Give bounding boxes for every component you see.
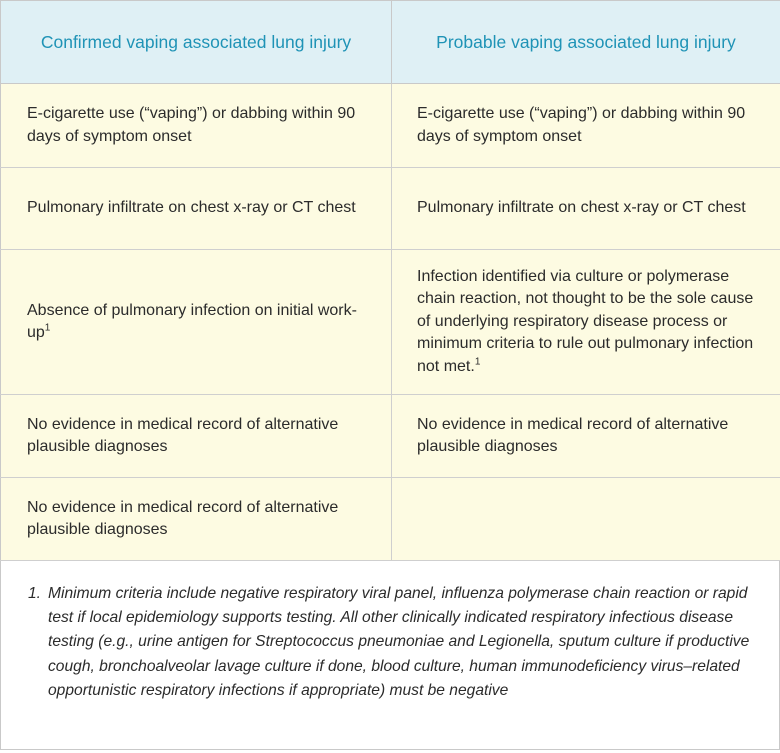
footnote-number: 1. (28, 585, 42, 602)
probable-cell (392, 250, 780, 395)
confirmed-cell (1, 478, 392, 561)
cell-text: No evidence in medical record of alternative plausible diagnoses (27, 498, 339, 538)
probable-cell-empty (392, 478, 780, 561)
probable-cell (392, 84, 780, 168)
cell-text: Pulmonary infiltrate on chest x-ray or CT chest (27, 199, 356, 217)
footnote-box (0, 561, 780, 750)
footnote-text: Minimum criteria include negative respiratory viral panel, influenza polymerase chain reaction or rapid test if local epidemiology supports testing. All other clinically indicated respiratory infectious disease testing (e.g., urine antigen for Streptococcus pneumoniae and Legionella, sputum culture if productive cough, bronchoalveolar lavage culture if done, blood culture, human immunodeficiency virus–related opportunistic respiratory infections if appropriate) must be negative (48, 585, 750, 699)
cell-text: E-cigarette use (“vaping”) or dabbing within 90 days of symptom onset (27, 105, 356, 145)
table-row (1, 84, 780, 168)
cell-text: No evidence in medical record of alternative plausible diagnoses (27, 415, 339, 455)
confirmed-cell (1, 395, 392, 478)
table-row (1, 250, 780, 395)
cell-text: E-cigarette use (“vaping”) or dabbing within 90 days of symptom onset (417, 105, 746, 145)
header-confirmed: Confirmed vaping associated lung injury (1, 1, 392, 84)
cell-text: Infection identified via culture or polymerase chain reaction, not thought to be the sole cause of underlying respiratory disease process or minimum criteria to rule out pulmonary infection not met. (417, 267, 754, 375)
table-row (1, 478, 780, 561)
probable-cell (392, 168, 780, 250)
header-probable: Probable vaping associated lung injury (392, 1, 780, 84)
footnote-ref: 1 (44, 322, 51, 334)
confirmed-cell (1, 84, 392, 168)
cell-text: Absence of pulmonary infection on initial work-up (27, 301, 357, 341)
probable-cell (392, 395, 780, 478)
header-row (1, 1, 780, 84)
table-row (1, 395, 780, 478)
cell-text: Pulmonary infiltrate on chest x-ray or CT chest (417, 199, 746, 217)
footnote-ref: 1 (474, 356, 481, 368)
cell-text: No evidence in medical record of alternative plausible diagnoses (417, 415, 729, 455)
footnote-item (28, 582, 759, 703)
confirmed-cell (1, 250, 392, 395)
confirmed-cell (1, 168, 392, 250)
table-row (1, 168, 780, 250)
